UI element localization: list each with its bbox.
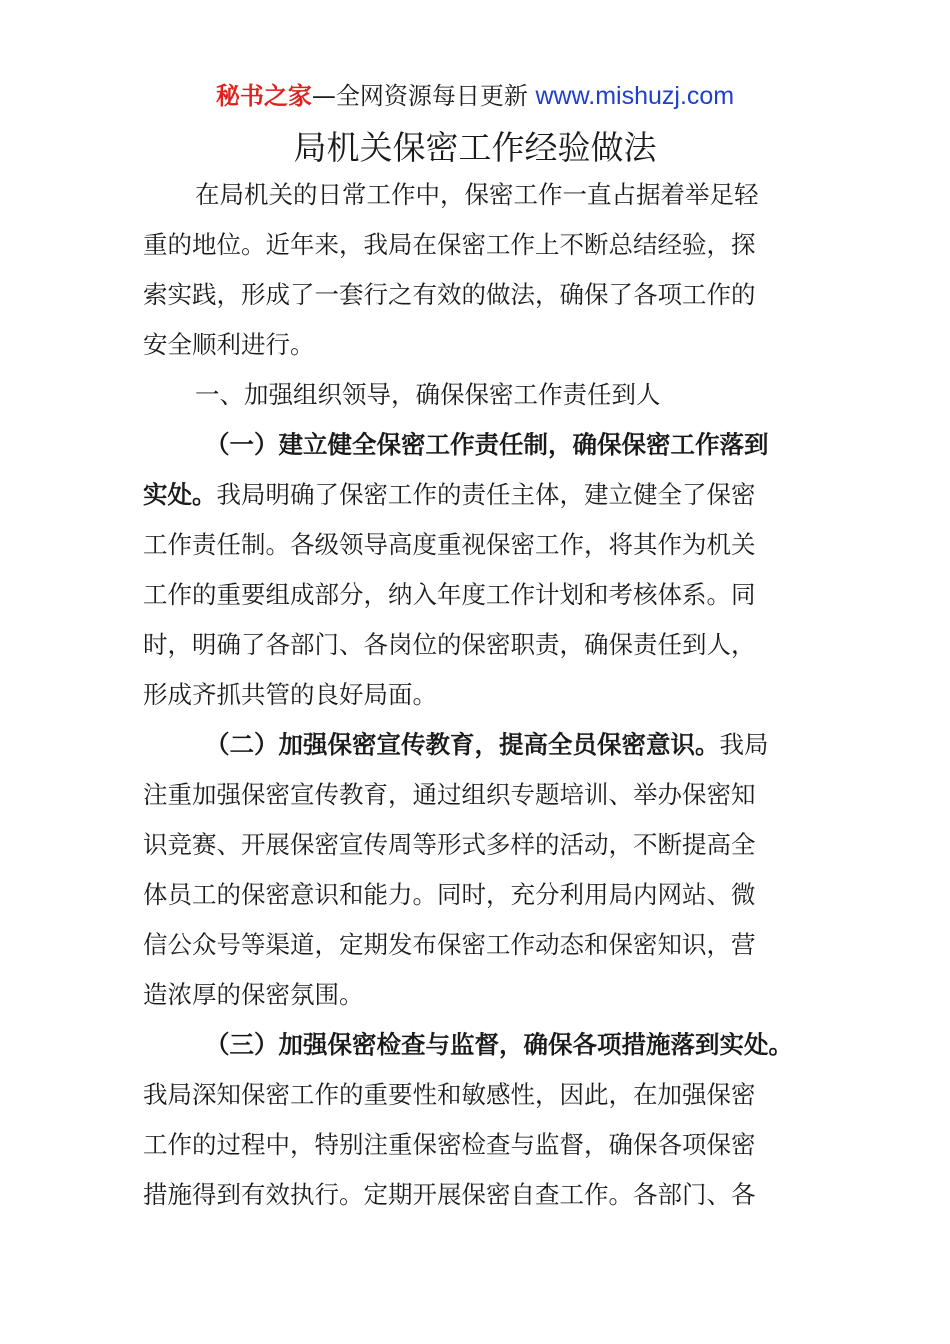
paragraph-line: 注重加强保密宣传教育，通过组织专题培训、举办保密知: [143, 780, 756, 809]
paragraph-line: [143, 470, 785, 520]
paragraph-line: 信公众号等渠道，定期发布保密工作动态和保密知识，营: [143, 930, 756, 959]
subsection-heading: （二）加强保密宣传教育，提高全员保密意识。: [205, 730, 720, 759]
paragraph-line: 重的地位。近年来，我局在保密工作上不断总结经验，探: [143, 230, 756, 259]
paragraph-line: 安全顺利进行。: [143, 330, 315, 359]
paragraph-text: 我局明确了保密工作的责任主体，建立健全了保密: [216, 480, 756, 509]
paragraph-line: 措施得到有效执行。定期开展保密自查工作。各部门、各: [143, 1180, 756, 1209]
site-header: [0, 80, 950, 112]
site-url[interactable]: www.mishuzj.com: [535, 82, 735, 110]
paragraph-line: 形成齐抓共管的良好局面。: [143, 680, 437, 709]
subsection-heading-tail: 实处。: [143, 480, 217, 509]
paragraph-text: 我局: [719, 730, 769, 759]
document-title: 局机关保密工作经验做法: [293, 128, 657, 167]
paragraph-line: 工作的过程中，特别注重保密检查与监督，确保各项保密: [143, 1130, 756, 1159]
paragraph-line: 我局深知保密工作的重要性和敏感性，因此，在加强保密: [143, 1080, 756, 1109]
paragraph-line: 造浓厚的保密氛围。: [143, 980, 364, 1009]
subsection-heading: （三）加强保密检查与监督，确保各项措施落到实处。: [205, 1030, 793, 1059]
section-heading: 一、加强组织领导，确保保密工作责任到人: [195, 380, 661, 409]
subsection-heading: （一）建立健全保密工作责任制，确保保密工作落到: [205, 430, 769, 459]
paragraph-line: 工作责任制。各级领导高度重视保密工作，将其作为机关: [143, 530, 756, 559]
paragraph-line: 工作的重要组成部分，纳入年度工作计划和考核体系。同: [143, 580, 756, 609]
brand-name: 秘书之家: [215, 82, 312, 110]
paragraph-line: [143, 720, 785, 770]
paragraph-line: 体员工的保密意识和能力。同时，充分利用局内网站、微: [143, 880, 756, 909]
paragraph-line: 索实践，形成了一套行之有效的做法，确保了各项工作的: [143, 280, 756, 309]
paragraph-line: 在局机关的日常工作中，保密工作一直占据着举足轻: [195, 180, 759, 209]
document-body: [143, 170, 793, 1220]
paragraph-line: 识竞赛、开展保密宣传周等形式多样的活动，不断提高全: [143, 830, 756, 859]
header-tagline: —全网资源每日更新: [311, 82, 536, 110]
paragraph-line: 时，明确了各部门、各岗位的保密职责，确保责任到人，: [143, 630, 756, 659]
